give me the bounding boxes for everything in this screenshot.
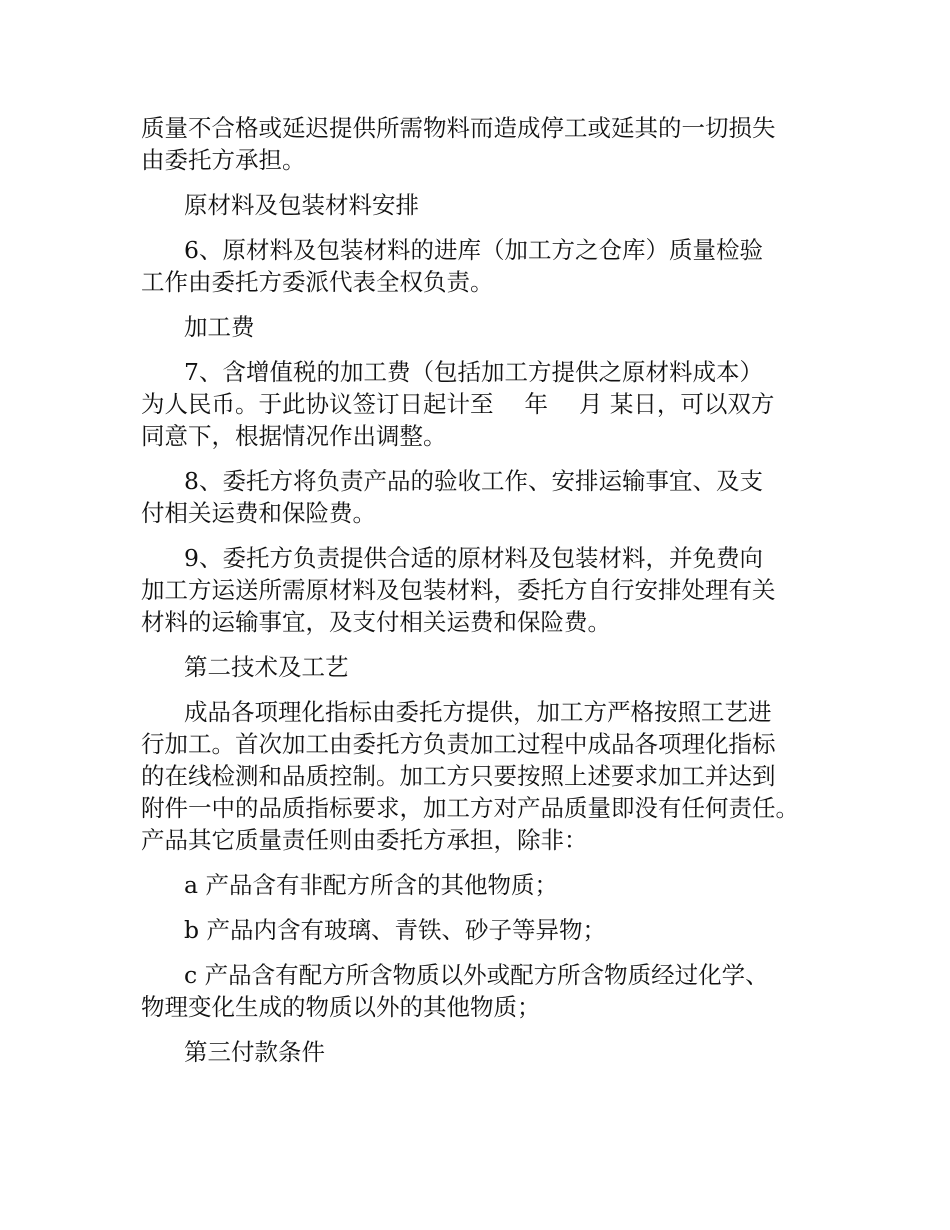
text-line: b 产品内含有玻璃、青铁、砂子等异物； [184, 916, 607, 944]
text-line: 原材料及包装材料安排 [184, 191, 419, 219]
text-line: 8、委托方将负责产品的验收工作、安排运输事宜、及支 [184, 467, 763, 495]
text-line: 第三付款条件 [184, 1038, 325, 1066]
text-line: 第二技术及工艺 [184, 653, 349, 681]
text-line: c 产品含有配方所含物质以外或配方所含物质经过化学、 [184, 961, 769, 989]
text-line: 行加工。首次加工由委托方负责加工过程中成品各项理化指标 [141, 730, 776, 758]
text-line: 工作由委托方委派代表全权负责。 [141, 268, 494, 296]
paragraph-loss-liability [141, 112, 831, 176]
heading-technology-process [141, 651, 831, 683]
exception-c [141, 959, 831, 1023]
heading-materials-arrangement [141, 189, 831, 221]
clause-6 [141, 234, 831, 298]
text-line: 6、原材料及包装材料的进库（加工方之仓库）质量检验 [184, 236, 763, 264]
text-line: 加工方运送所需原材料及包装材料，委托方自行安排处理有关 [141, 576, 776, 604]
text-line: 9、委托方负责提供合适的原材料及包装材料，并免费向 [184, 544, 763, 572]
text-line: 付相关运费和保险费。 [141, 499, 376, 527]
text-line: 由委托方承担。 [141, 146, 306, 174]
text-line: 加工费 [184, 313, 255, 341]
text-line: 同意下，根据情况作出调整。 [141, 422, 447, 450]
text-line: 产品其它质量责任则由委托方承担，除非： [141, 826, 588, 854]
text-line: 物理变化生成的物质以外的其他物质； [141, 993, 541, 1021]
exception-a [141, 869, 831, 901]
paragraph-quality-indicators [141, 696, 831, 856]
text-line: a 产品含有非配方所含的其他物质； [184, 871, 558, 899]
heading-processing-fee [141, 311, 831, 343]
heading-payment-terms [141, 1036, 831, 1068]
text-line: 成品各项理化指标由委托方提供，加工方严格按照工艺进 [184, 698, 772, 726]
document-body [141, 112, 831, 1081]
text-line: 附件一中的品质指标要求，加工方对产品质量即没有任何责任。 [141, 794, 799, 822]
clause-7 [141, 356, 831, 452]
text-line: 质量不合格或延迟提供所需物料而造成停工或延其的一切损失 [141, 114, 776, 142]
text-line: 材料的运输事宜，及支付相关运费和保险费。 [141, 608, 611, 636]
text-line: 的在线检测和品质控制。加工方只要按照上述要求加工并达到 [141, 762, 776, 790]
text-line: 7、含增值税的加工费（包括加工方提供之原材料成本） [184, 358, 763, 386]
clause-8 [141, 465, 831, 529]
text-line: 为人民币。于此协议签订日起计至 年 月 某日，可以双方 [141, 390, 775, 418]
exception-b [141, 914, 831, 946]
clause-9 [141, 542, 831, 638]
